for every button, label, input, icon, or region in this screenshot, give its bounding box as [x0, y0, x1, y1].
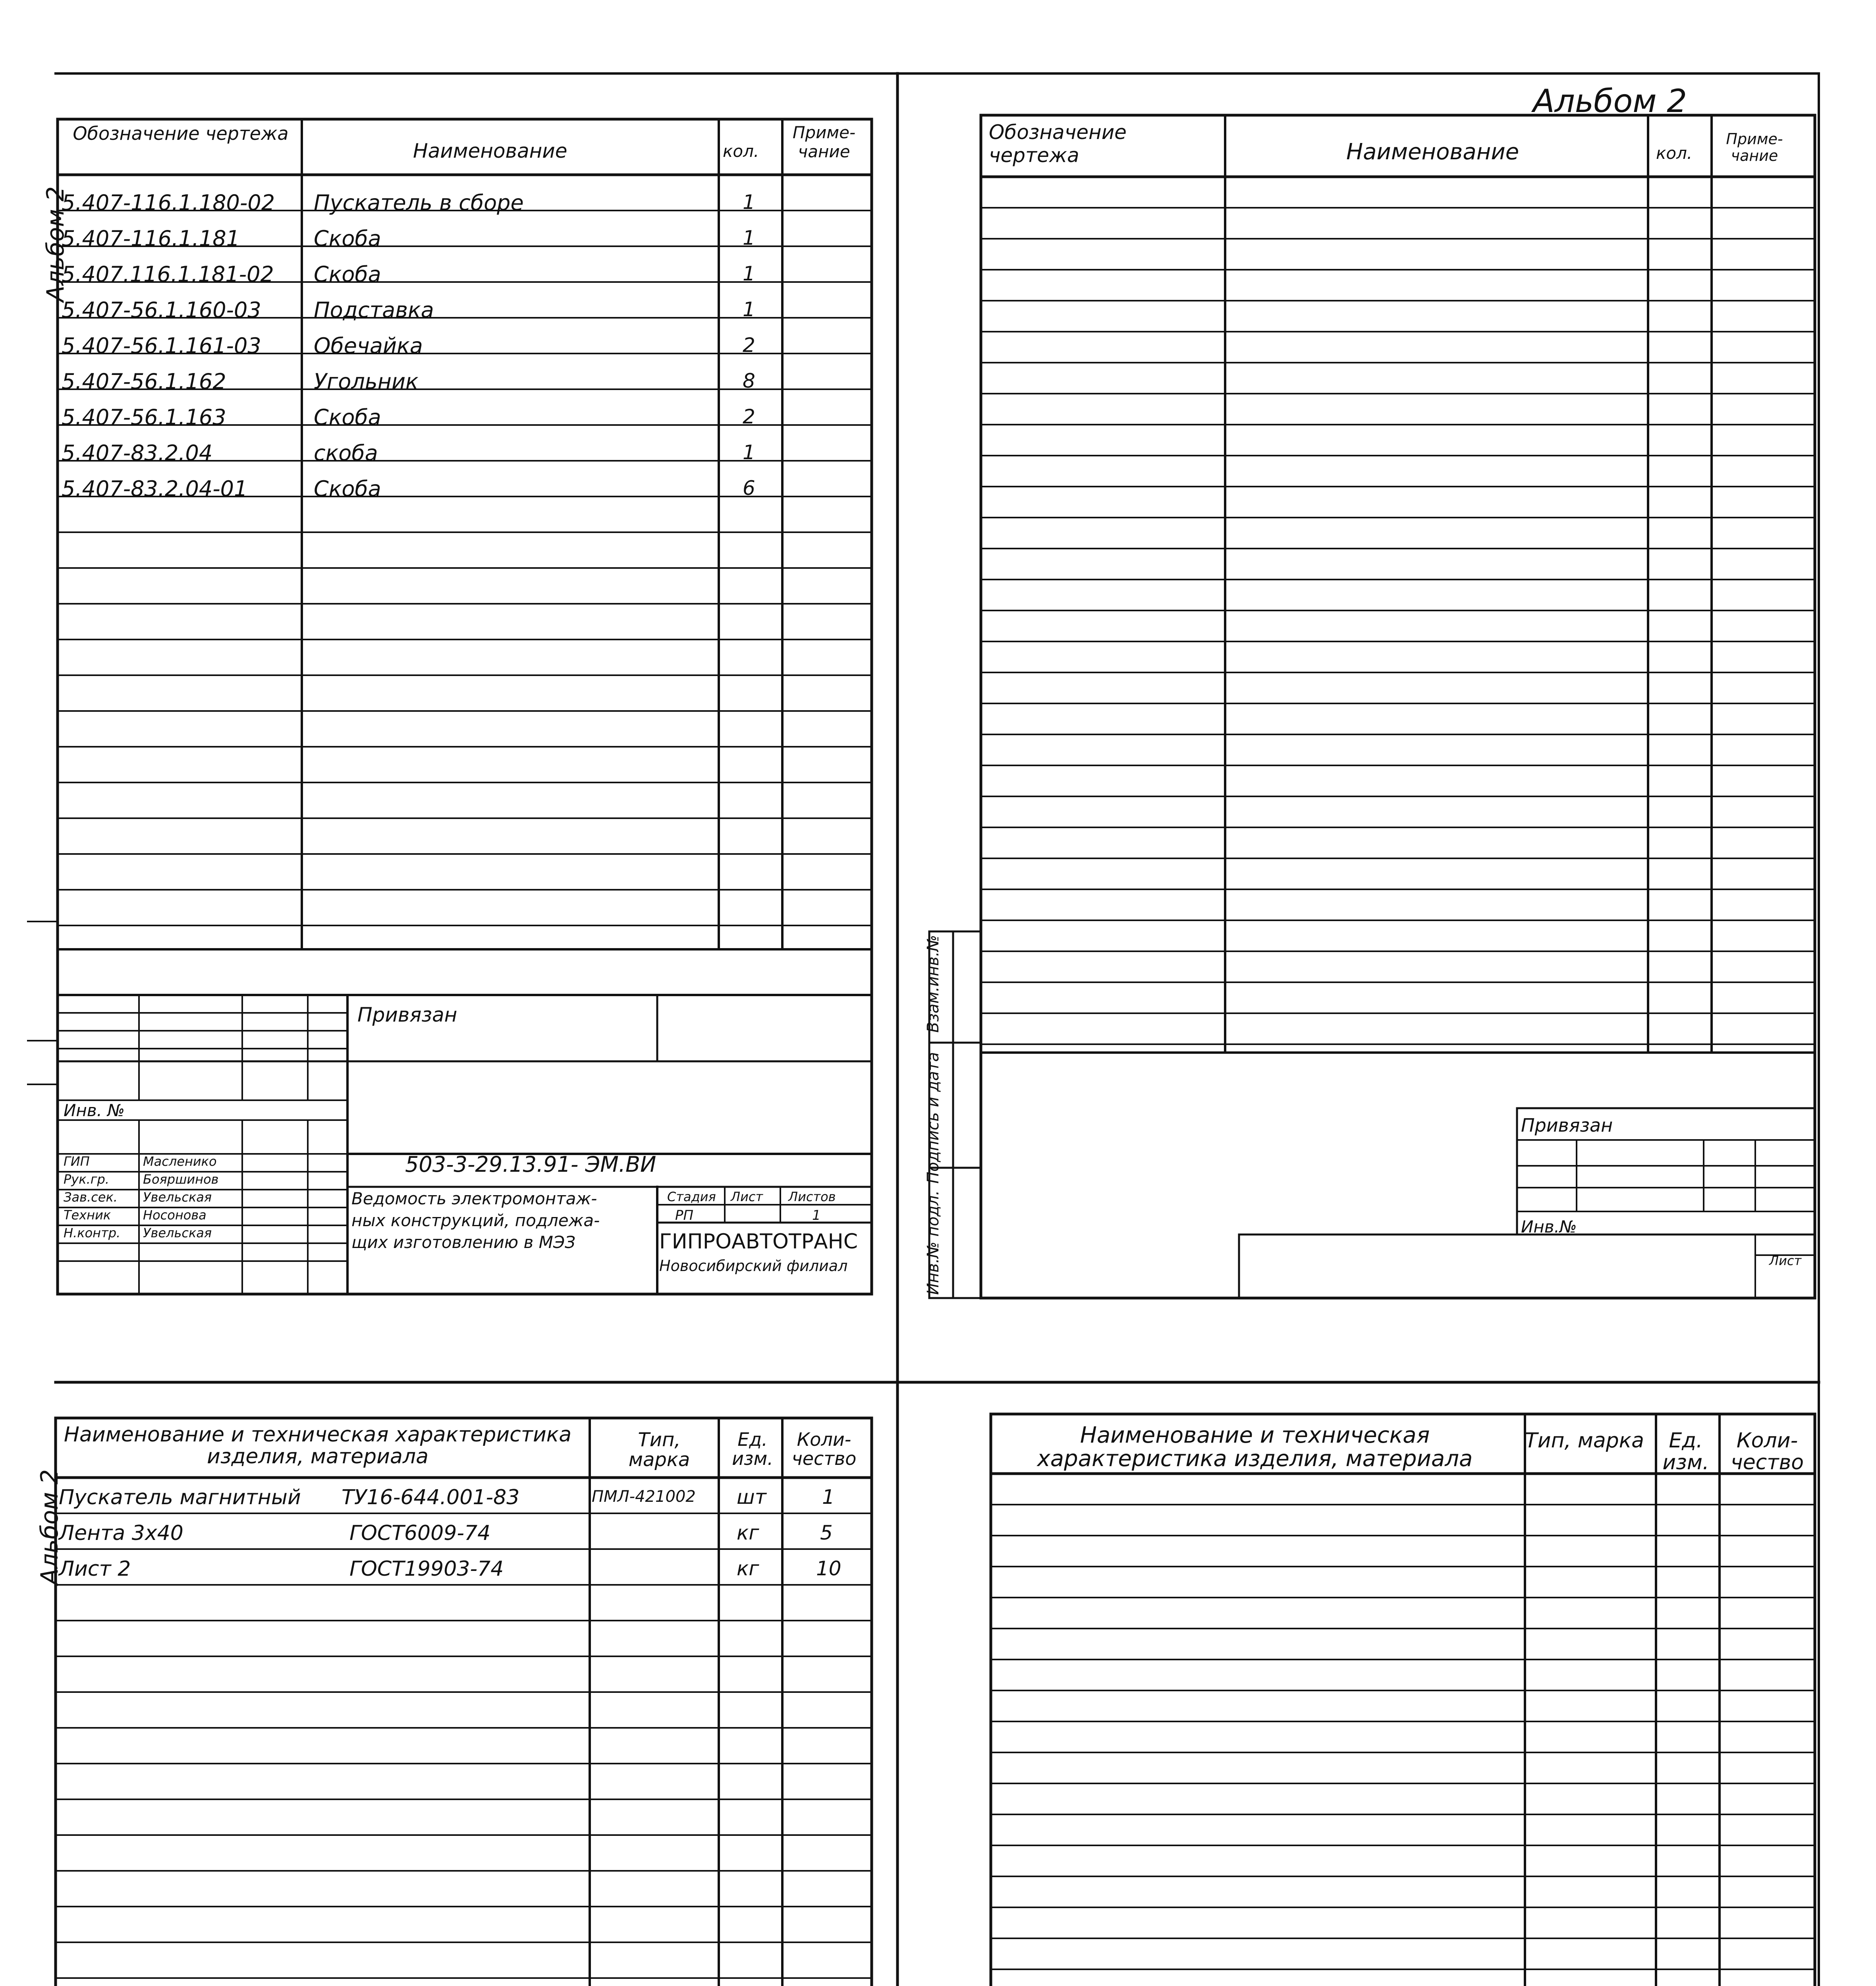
q1-header-name: Наименование: [413, 139, 567, 162]
q1-role-1-name: Масленико: [143, 1154, 217, 1169]
q1-role-3-name: Увельская: [143, 1190, 212, 1205]
q1-row-5-qty: 2: [743, 334, 755, 357]
q1-row-3-qty: 1: [743, 262, 755, 285]
q1-row-7-name: Скоба: [314, 405, 381, 430]
q3-margin-album-label: Альбом 2: [36, 1469, 64, 1585]
q2-stamp-sheet: Лист: [1769, 1253, 1802, 1268]
q1-row-1-qty: 1: [743, 191, 755, 214]
album-label: Альбом 2: [1533, 83, 1687, 120]
q1-stage-value: РП: [675, 1207, 694, 1223]
q1-role-5-name: Увельская: [143, 1225, 212, 1240]
q1-stamp-code: 503-3-29.13.91- ЭМ.ВИ: [405, 1152, 656, 1177]
q1-row-3-designation: 5.407.116.1.181-02: [62, 262, 274, 287]
q1-row-8-designation: 5.407-83.2.04: [62, 440, 213, 466]
q1-org-name: ГИПРОАВТОТРАНС: [659, 1230, 858, 1254]
q1-row-3-name: Скоба: [314, 262, 381, 287]
q3-row-3-spec: ГОСТ19903-74: [349, 1557, 504, 1581]
q3-header-unit: Ед. изм.: [732, 1429, 773, 1470]
q2-header-name: Наименование: [1346, 139, 1519, 165]
q1-role-5: Н.контр.: [64, 1225, 121, 1240]
q1-row-1-designation: 5.407-116.1.180-02: [62, 190, 275, 215]
q1-stamp-title-line-1: Ведомость электромонтаж-: [351, 1189, 597, 1208]
q1-row-4-name: Подставка: [314, 298, 434, 323]
q1-stamp-privyazan: Привязан: [357, 1003, 457, 1026]
q1-row-8-name: скоба: [314, 440, 378, 466]
q2-side-inv-label: Инв.№ подл.: [924, 1190, 942, 1295]
q1-header-note: Приме-чание: [792, 123, 856, 162]
q1-role-3: Зав.сек.: [64, 1190, 118, 1205]
q3-row-1-name: Пускатель магнитный: [59, 1486, 301, 1509]
q3-row-1-spec: ТУ16-644.001-83: [342, 1486, 520, 1509]
q1-role-2-name: Бояршинов: [143, 1172, 219, 1187]
q1-margin-album-label: Альбом 2: [42, 186, 69, 302]
q1-row-4-qty: 1: [743, 298, 755, 321]
q1-role-4-name: Носонова: [143, 1207, 207, 1223]
q3-row-2-unit: кг: [737, 1521, 759, 1544]
q1-row-7-qty: 2: [743, 405, 755, 428]
q1-stage-header: Стадия: [667, 1189, 716, 1204]
q1-role-2: Рук.гр.: [64, 1172, 110, 1187]
q2-stamp-inv: Инв.№: [1521, 1217, 1577, 1236]
q2-side-sign-label: Подпись и дата: [924, 1052, 942, 1184]
q3-row-1-unit: шт: [737, 1486, 766, 1509]
q2-header-note: Приме-чание: [1726, 130, 1783, 164]
q1-role-1: ГИП: [64, 1154, 90, 1169]
q3-header-type: Тип, марка: [628, 1429, 690, 1471]
q1-row-2-designation: 5.407-116.1.181: [62, 226, 240, 251]
q1-row-6-qty: 8: [743, 369, 755, 392]
q3-row-1-qty: 1: [822, 1486, 835, 1509]
q1-row-9-designation: 5.407-83.2.04-01: [62, 476, 248, 501]
q2-header-qty: кол.: [1656, 143, 1693, 163]
q4-header-name: Наименование и техническая характеристика изделия, материала: [1037, 1422, 1473, 1472]
q1-row-1-name: Пускатель в сборе: [314, 190, 524, 215]
q1-header-designation: Обозначение чертежа: [73, 123, 289, 144]
q1-row-4-designation: 5.407-56.1.160-03: [62, 298, 261, 323]
q1-row-7-designation: 5.407-56.1.163: [62, 405, 226, 430]
q4-header-type: Тип, марка: [1525, 1429, 1644, 1453]
q1-row-2-qty: 1: [743, 226, 755, 249]
q2-side-replace-label: Взам.инв.№: [924, 935, 942, 1033]
q3-row-2-name: Лента 3х40: [59, 1521, 183, 1545]
q1-sheets-value: 1: [812, 1207, 821, 1223]
q1-branch-name: Новосибирский филиал: [659, 1257, 848, 1275]
q1-header-qty: кол.: [723, 141, 759, 161]
q3-row-1-type: ПМЛ-421002: [592, 1488, 696, 1506]
q3-row-3-qty: 10: [816, 1557, 841, 1580]
q3-row-2-spec: ГОСТ6009-74: [349, 1521, 491, 1545]
q2-stamp-privyazan: Привязан: [1521, 1115, 1613, 1136]
q1-stamp-inv: Инв. №: [64, 1101, 125, 1120]
q1-row-5-designation: 5.407-56.1.161-03: [62, 333, 261, 358]
q4-header-qty: Коли-чество: [1730, 1429, 1804, 1474]
q3-row-3-name: Лист 2: [59, 1557, 131, 1581]
q4-header-unit: Ед. изм.: [1662, 1429, 1709, 1474]
q3-row-3-unit: кг: [737, 1557, 759, 1580]
q1-row-6-name: Угольник: [314, 369, 419, 394]
q1-row-5-name: Обечайка: [314, 333, 423, 358]
q1-row-8-qty: 1: [743, 441, 755, 464]
q3-header-qty: Коли-чество: [791, 1429, 857, 1470]
q1-row-2-name: Скоба: [314, 226, 381, 251]
q1-row-6-designation: 5.407-56.1.162: [62, 369, 226, 394]
q1-sheets-header: Листов: [788, 1189, 836, 1204]
q2-header-designation: Обозначение чертежа: [989, 121, 1127, 167]
q1-role-4: Техник: [64, 1207, 111, 1223]
q1-row-9-qty: 6: [743, 477, 755, 500]
q1-row-9-name: Скоба: [314, 476, 381, 501]
q3-row-2-qty: 5: [820, 1521, 833, 1544]
q1-stamp-title-line-3: щих изготовлению в МЭЗ: [351, 1233, 576, 1252]
q1-sheet-header: Лист: [731, 1189, 763, 1204]
q3-header-name: Наименование и техническая характеристика изделия, материала: [64, 1423, 572, 1468]
q1-stamp-title-line-2: ных конструкций, подлежа-: [351, 1211, 600, 1230]
